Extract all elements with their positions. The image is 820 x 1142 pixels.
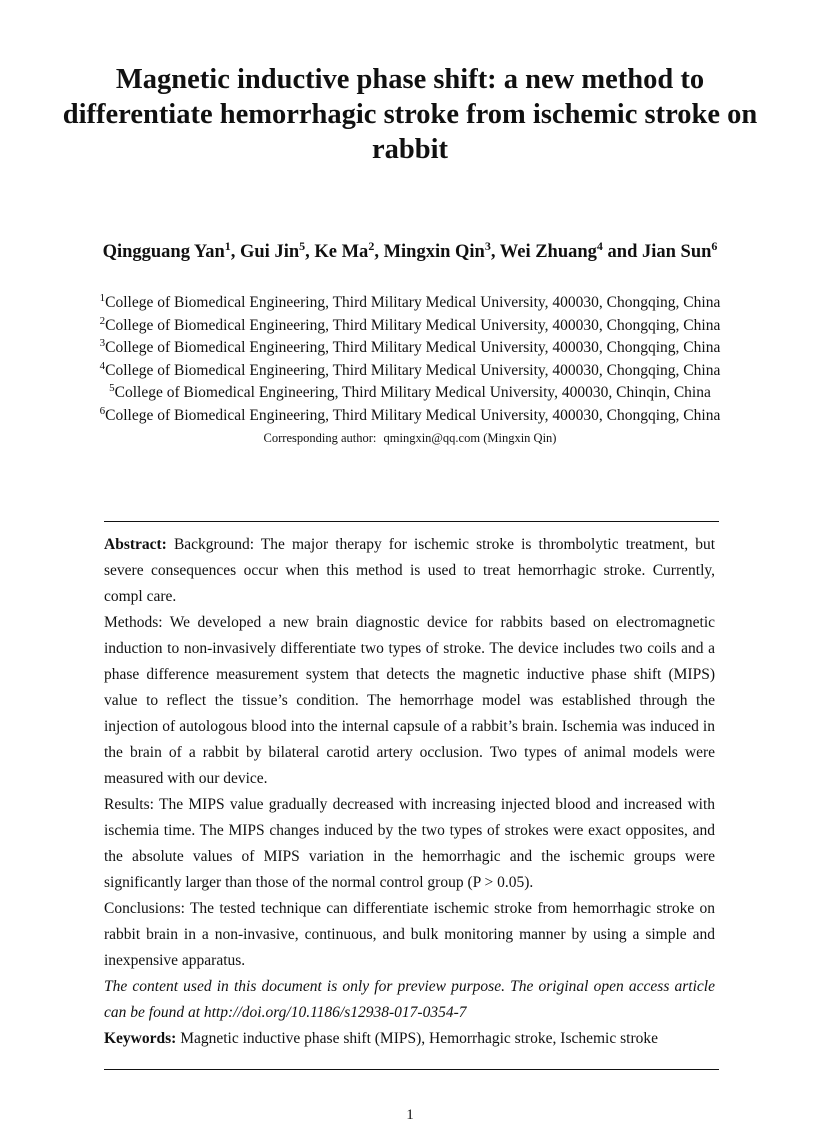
author-affiliation-mark: 2 xyxy=(368,239,375,253)
abstract-label: Abstract: xyxy=(104,536,167,553)
abstract-conclusions: Conclusions: The tested technique can differentiate ischemic stroke from hemorrhagic stroke on rabbit brain in a non-invasive, continuous, and bulk monitoring manner by using a simple and inexpensive apparatus. xyxy=(104,900,715,969)
affiliation-text: College of Biomedical Engineering, Third Military Medical University, 400030, Chongqing, China xyxy=(105,339,721,356)
affiliation-mark: 5 xyxy=(109,382,115,394)
author-separator: , xyxy=(490,242,500,262)
abstract-top-rule xyxy=(104,521,719,522)
abstract-bottom-rule xyxy=(104,1069,719,1070)
abstract-background xyxy=(104,532,715,610)
author-name: Gui Jin xyxy=(240,242,300,262)
affiliation-mark: 6 xyxy=(99,404,106,417)
author-affiliation-mark: 3 xyxy=(484,239,491,253)
author-affiliation-mark: 1 xyxy=(224,239,231,253)
author-list xyxy=(30,240,790,264)
abstract-block xyxy=(104,532,715,1052)
author-name: Qingguang Yan xyxy=(102,242,225,262)
keywords xyxy=(104,1026,715,1052)
author-name: Mingxin Qin xyxy=(383,242,485,262)
affiliation-list xyxy=(20,292,800,427)
corresponding-author xyxy=(20,430,800,446)
author-separator: and xyxy=(602,242,642,262)
affiliation-text: College of Biomedical Engineering, Third Military Medical University, 400030, Chongqing, China xyxy=(105,361,721,379)
affiliation-text: College of Biomedical Engineering, Third Military Medical University, 400030, Chongqing, China xyxy=(105,316,721,334)
affiliation-mark: 4 xyxy=(99,359,106,372)
affiliation-text: College of Biomedical Engineering, Third Military Medical University, 400030, Chinqin, China xyxy=(114,384,711,401)
affiliation-mark: 3 xyxy=(99,337,106,349)
corresponding-label: Corresponding author: xyxy=(263,431,377,445)
keywords-label: Keywords: xyxy=(104,1030,177,1047)
affiliation-mark: 1 xyxy=(99,292,106,304)
affiliation-item xyxy=(20,292,800,315)
affiliation-item xyxy=(20,315,800,338)
author-affiliation-mark: 5 xyxy=(299,239,306,253)
author-separator: , xyxy=(230,242,240,262)
author-name: Wei Zhuang xyxy=(499,242,597,262)
author-separator: , xyxy=(305,242,315,262)
author-affiliation-mark: 6 xyxy=(711,239,718,253)
paper-title: Magnetic inductive phase shift: a new method to differentiate hemorrhagic stroke from ischemic stroke on rabbit xyxy=(62,64,758,165)
author-name: Jian Sun xyxy=(642,242,712,262)
affiliation-mark: 2 xyxy=(99,314,106,327)
affiliation-item xyxy=(20,382,800,405)
affiliation-item xyxy=(20,360,800,383)
author-name: Ke Ma xyxy=(314,242,369,262)
affiliation-item xyxy=(20,405,800,428)
author-affiliation-mark: 4 xyxy=(596,239,603,253)
corresponding-name: (Mingxin Qin) xyxy=(483,431,557,445)
keywords-text: Magnetic inductive phase shift (MIPS), Hemorrhagic stroke, Ischemic stroke xyxy=(180,1030,658,1047)
abstract-results: Results: The MIPS value gradually decreased with increasing injected blood and increased with ischemia time. The MIPS changes induced by the two types of strokes were exact opposites, and the absolute values of MIPS variation in the hemorrhagic and the ischemic groups were significantly larger than those of the normal control group (P > 0.05). xyxy=(104,796,715,891)
page-number: 1 xyxy=(406,1107,414,1123)
affiliation-text: College of Biomedical Engineering, Third Military Medical University, 400030, Chongqing, China xyxy=(105,294,721,311)
affiliation-item xyxy=(20,337,800,360)
abstract-methods: Methods: We developed a new brain diagnostic device for rabbits based on electromagnetic induction to non-invasively differentiate two types of stroke. The device includes two coils and a phase difference measurement system that detects the magnetic inductive phase shift (MIPS) value to reflect the tissue’s condition. The hemorrhage model was established through the injection of autologous blood into the internal capsule of a rabbit’s brain. Ischemia was induced in the brain of a rabbit by bilateral carotid artery occlusion. Two types of animal models were measured with our device. xyxy=(104,614,715,787)
preview-notice: The content used in this document is only for preview purpose. The original open access article can be found at http://doi.org/10.1186/s12938-017-0354-7 xyxy=(104,978,715,1021)
affiliation-text: College of Biomedical Engineering, Third Military Medical University, 400030, Chongqing, China xyxy=(105,406,721,424)
author-separator: , xyxy=(374,242,384,262)
corresponding-email[interactable]: qmingxin@qq.com xyxy=(383,431,481,445)
abstract-background-text: Background: The major therapy for ischemic stroke is thrombolytic treatment, but severe consequences occur when this method is used to treat hemorrhagic stroke. Currently, compl care. xyxy=(104,536,715,605)
